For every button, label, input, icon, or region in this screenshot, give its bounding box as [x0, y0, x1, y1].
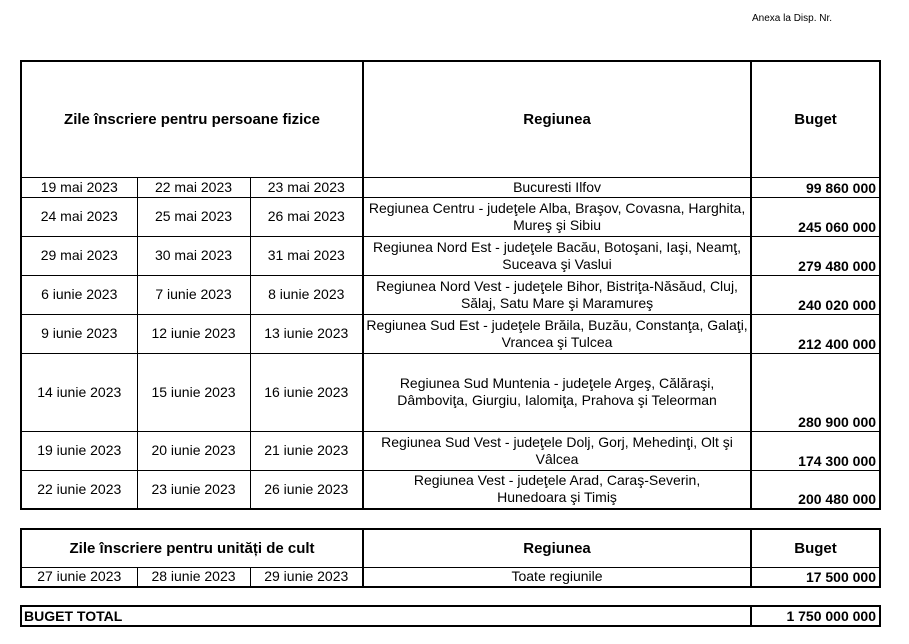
region-cell: Regiunea Nord Est - judeţele Bacău, Botoşani, Iaşi, Neamţ, Suceava şi Vaslui: [363, 236, 751, 275]
date-cell: 19 iunie 2023: [21, 431, 137, 470]
header-budget: Buget: [751, 61, 880, 177]
budget-cell: 240 020 000: [751, 275, 880, 314]
table-row: [21, 236, 880, 275]
total-budget-table: [20, 605, 881, 627]
total-label: BUGET TOTAL: [21, 606, 751, 626]
table-row: [21, 470, 880, 509]
date-cell: 7 iunie 2023: [137, 275, 250, 314]
table-header-row: [21, 61, 880, 177]
date-cell: 26 iunie 2023: [250, 470, 363, 509]
date-cell: 31 mai 2023: [250, 236, 363, 275]
header-region: Regiunea: [363, 529, 751, 567]
date-cell: 29 iunie 2023: [250, 567, 363, 587]
region-cell: Regiunea Sud Vest - judeţele Dolj, Gorj, Mehedinţi, Olt şi Vâlcea: [363, 431, 751, 470]
date-cell: 6 iunie 2023: [21, 275, 137, 314]
budget-cell: 212 400 000: [751, 314, 880, 353]
header-budget: Buget: [751, 529, 880, 567]
budget-cell: 280 900 000: [751, 353, 880, 431]
region-cell: Regiunea Sud Muntenia - judeţele Argeş, Călăraşi, Dâmboviţa, Giurgiu, Ialomiţa, Prahova şi Teleorman: [363, 353, 751, 431]
date-cell: 8 iunie 2023: [250, 275, 363, 314]
region-cell: Regiunea Nord Vest - judeţele Bihor, Bistriţa-Năsăud, Cluj, Sălaj, Satu Mare şi Maramureş: [363, 275, 751, 314]
region-cell: Regiunea Sud Est - judeţele Brăila, Buzău, Constanţa, Galaţi, Vrancea şi Tulcea: [363, 314, 751, 353]
date-cell: 23 mai 2023: [250, 177, 363, 197]
region-cell: Bucuresti Ilfov: [363, 177, 751, 197]
header-registration-days: Zile înscriere pentru unități de cult: [21, 529, 363, 567]
date-cell: 24 mai 2023: [21, 197, 137, 236]
date-cell: 14 iunie 2023: [21, 353, 137, 431]
date-cell: 27 iunie 2023: [21, 567, 137, 587]
header-registration-days: Zile înscriere pentru persoane fizice: [21, 61, 363, 177]
date-cell: 13 iunie 2023: [250, 314, 363, 353]
table-row: [21, 177, 880, 197]
budget-cell: 200 480 000: [751, 470, 880, 509]
date-cell: 19 mai 2023: [21, 177, 137, 197]
date-cell: 29 mai 2023: [21, 236, 137, 275]
budget-cell: 17 500 000: [751, 567, 880, 587]
budget-cell: 174 300 000: [751, 431, 880, 470]
date-cell: 16 iunie 2023: [250, 353, 363, 431]
date-cell: 21 iunie 2023: [250, 431, 363, 470]
table-row: [21, 567, 880, 587]
date-cell: 22 iunie 2023: [21, 470, 137, 509]
annex-label: Anexa la Disp. Nr.: [752, 13, 833, 24]
total-value: 1 750 000 000: [751, 606, 880, 626]
date-cell: 25 mai 2023: [137, 197, 250, 236]
table-row: [21, 275, 880, 314]
budget-cell: 279 480 000: [751, 236, 880, 275]
header-region: Regiunea: [363, 61, 751, 177]
table-header-row: [21, 529, 880, 567]
table-row: [21, 197, 880, 236]
cult-units-schedule-table: [20, 528, 881, 588]
date-cell: 12 iunie 2023: [137, 314, 250, 353]
table-row: [21, 353, 880, 431]
persons-schedule-table: [20, 60, 881, 510]
region-cell: Regiunea Centru - judeţele Alba, Braşov, Covasna, Harghita, Mureş şi Sibiu: [363, 197, 751, 236]
date-cell: 23 iunie 2023: [137, 470, 250, 509]
date-cell: 26 mai 2023: [250, 197, 363, 236]
date-cell: 22 mai 2023: [137, 177, 250, 197]
table-row: [21, 431, 880, 470]
region-cell: Toate regiunile: [363, 567, 751, 587]
budget-cell: 99 860 000: [751, 177, 880, 197]
date-cell: 9 iunie 2023: [21, 314, 137, 353]
total-row: [21, 606, 880, 626]
date-cell: 30 mai 2023: [137, 236, 250, 275]
budget-cell: 245 060 000: [751, 197, 880, 236]
date-cell: 15 iunie 2023: [137, 353, 250, 431]
region-cell: Regiunea Vest - judeţele Arad, Caraş-Severin, Hunedoara şi Timiş: [363, 470, 751, 509]
date-cell: 28 iunie 2023: [137, 567, 250, 587]
date-cell: 20 iunie 2023: [137, 431, 250, 470]
table-row: [21, 314, 880, 353]
